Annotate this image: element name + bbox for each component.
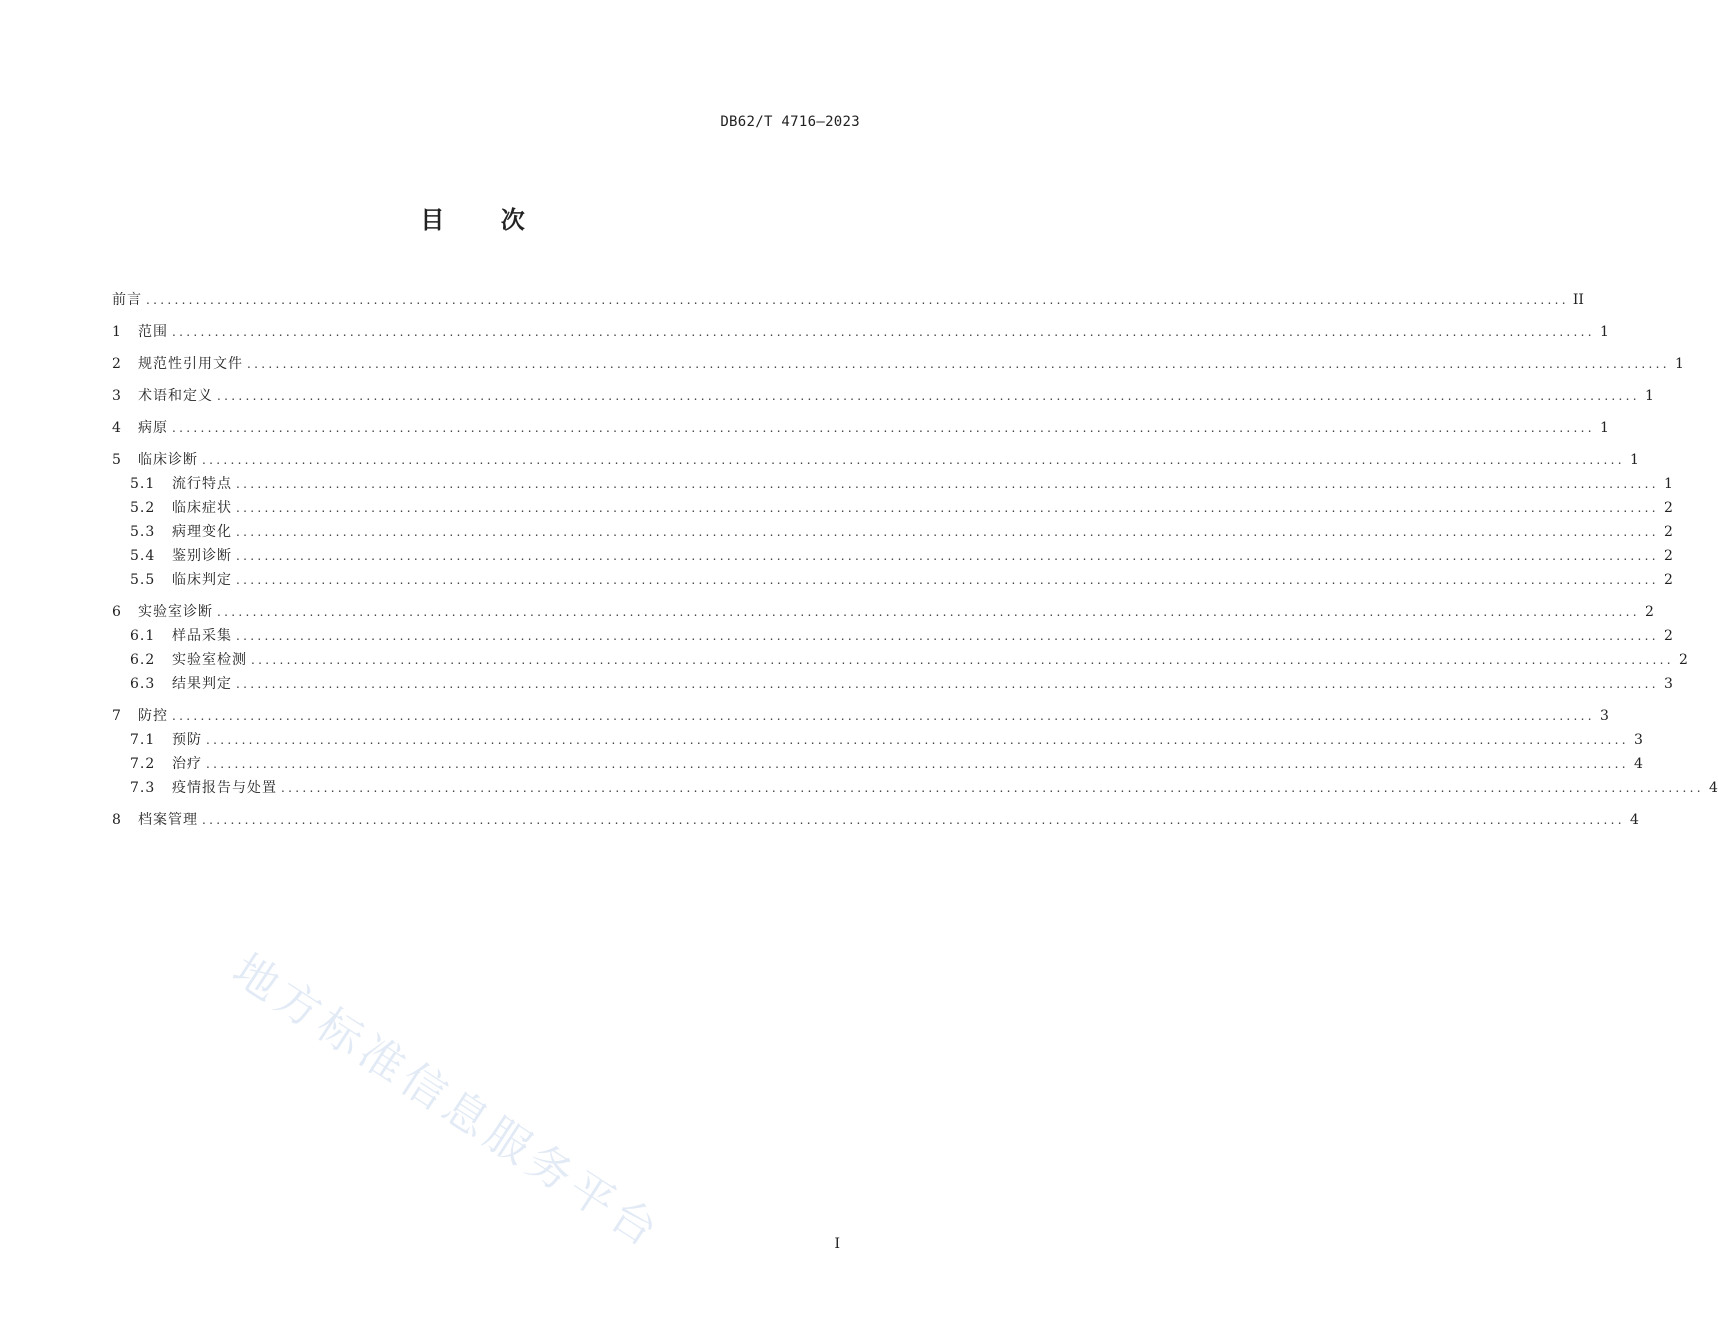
dot-leader: ........................................................................................................................................................................................................ bbox=[236, 629, 1659, 643]
standard-number: DB62/T 4716—2023 bbox=[720, 114, 860, 130]
toc-entry-label: 防控 bbox=[138, 708, 168, 724]
toc-entry-page: 3 bbox=[1663, 676, 1673, 692]
dot-leader: ........................................................................................................................................................................................................ bbox=[236, 549, 1659, 563]
toc-entry-label: 临床症状 bbox=[172, 500, 232, 516]
toc-entry[interactable] bbox=[112, 704, 1609, 728]
dot-leader: ........................................................................................................................................................................................................ bbox=[202, 453, 1625, 467]
toc-entry-page: 2 bbox=[1663, 524, 1673, 540]
toc-entry-page: 4 bbox=[1629, 812, 1639, 828]
toc-entry-page: 1 bbox=[1599, 324, 1609, 340]
toc-entry[interactable] bbox=[112, 472, 1673, 496]
toc-entry-number: 6.2 bbox=[130, 652, 156, 668]
toc-entry-page: 2 bbox=[1663, 500, 1673, 516]
toc-entry-page: 2 bbox=[1663, 548, 1673, 564]
toc-entry[interactable] bbox=[112, 600, 1654, 624]
toc-entry-label: 规范性引用文件 bbox=[138, 356, 243, 372]
toc-entry-number: 1 bbox=[112, 324, 122, 340]
toc-entry-label: 范围 bbox=[138, 324, 168, 340]
toc-entry-label: 前言 bbox=[112, 292, 142, 308]
dot-leader: ........................................................................................................................................................................................................ bbox=[172, 709, 1595, 723]
toc-entry-number: 5.2 bbox=[130, 500, 156, 516]
toc-entry-label: 预防 bbox=[172, 732, 202, 748]
toc-entry-page: 1 bbox=[1663, 476, 1673, 492]
toc-entry-label: 疫情报告与处置 bbox=[172, 780, 277, 796]
dot-leader: ........................................................................................................................................................................................................ bbox=[206, 733, 1629, 747]
toc-entry-number: 6.3 bbox=[130, 676, 156, 692]
watermark: 地方标准信息服务平台 bbox=[223, 944, 671, 1260]
toc-entry[interactable] bbox=[112, 416, 1609, 440]
page-number: I bbox=[834, 1236, 840, 1252]
dot-leader: ........................................................................................................................................................................................................ bbox=[217, 605, 1640, 619]
toc-entry[interactable] bbox=[112, 728, 1643, 752]
toc-entry-number: 3 bbox=[112, 388, 122, 404]
dot-leader: ........................................................................................................................................................................................................ bbox=[217, 389, 1640, 403]
toc-entry-label: 临床判定 bbox=[172, 572, 232, 588]
toc-entry[interactable] bbox=[112, 352, 1684, 376]
toc-entry-page: 2 bbox=[1663, 572, 1673, 588]
dot-leader: ........................................................................................................................................................................................................ bbox=[236, 573, 1659, 587]
toc-entry-label: 实验室检测 bbox=[172, 652, 247, 668]
dot-leader: ........................................................................................................................................................................................................ bbox=[281, 781, 1704, 795]
toc-entry[interactable] bbox=[112, 776, 1718, 800]
toc-entry-number: 5 bbox=[112, 452, 122, 468]
toc-entry-number: 4 bbox=[112, 420, 122, 436]
toc-entry-number: 5.1 bbox=[130, 476, 156, 492]
toc-entry-label: 样品采集 bbox=[172, 628, 232, 644]
toc-entry[interactable] bbox=[112, 288, 1584, 312]
dot-leader: ........................................................................................................................................................................................................ bbox=[202, 813, 1625, 827]
dot-leader: ........................................................................................................................................................................................................ bbox=[236, 525, 1659, 539]
toc-entry[interactable] bbox=[112, 448, 1639, 472]
toc-entry-page: 1 bbox=[1674, 356, 1684, 372]
toc-entry-page: 3 bbox=[1599, 708, 1609, 724]
toc-entry[interactable] bbox=[112, 520, 1673, 544]
toc-entry-number: 5.3 bbox=[130, 524, 156, 540]
toc-entry-page: 4 bbox=[1708, 780, 1718, 796]
dot-leader: ........................................................................................................................................................................................................ bbox=[206, 757, 1629, 771]
toc-entry-label: 病原 bbox=[138, 420, 168, 436]
toc-entry-label: 术语和定义 bbox=[138, 388, 213, 404]
table-of-contents bbox=[112, 288, 1718, 832]
toc-entry-number: 7.2 bbox=[130, 756, 156, 772]
toc-entry[interactable] bbox=[112, 384, 1654, 408]
dot-leader: ........................................................................................................................................................................................................ bbox=[251, 653, 1674, 667]
toc-entry-number: 7.1 bbox=[130, 732, 156, 748]
toc-entry[interactable] bbox=[112, 752, 1643, 776]
toc-entry-page: 2 bbox=[1678, 652, 1688, 668]
toc-entry-label: 临床诊断 bbox=[138, 452, 198, 468]
toc-entry[interactable] bbox=[112, 648, 1688, 672]
dot-leader: ........................................................................................................................................................................................................ bbox=[236, 477, 1659, 491]
toc-entry[interactable] bbox=[112, 320, 1609, 344]
toc-entry-number: 6 bbox=[112, 604, 122, 620]
toc-entry-page: 3 bbox=[1633, 732, 1643, 748]
toc-entry[interactable] bbox=[112, 496, 1673, 520]
toc-entry[interactable] bbox=[112, 544, 1673, 568]
toc-entry-number: 2 bbox=[112, 356, 122, 372]
toc-entry-number: 7 bbox=[112, 708, 122, 724]
toc-entry-page: 1 bbox=[1644, 388, 1654, 404]
dot-leader: ........................................................................................................................................................................................................ bbox=[236, 501, 1659, 515]
toc-entry-page: II bbox=[1572, 292, 1584, 308]
toc-entry[interactable] bbox=[112, 568, 1673, 592]
toc-entry-number: 6.1 bbox=[130, 628, 156, 644]
toc-entry-label: 治疗 bbox=[172, 756, 202, 772]
toc-entry-label: 档案管理 bbox=[138, 812, 198, 828]
toc-entry-page: 1 bbox=[1599, 420, 1609, 436]
toc-entry-page: 2 bbox=[1663, 628, 1673, 644]
toc-entry-number: 5.4 bbox=[130, 548, 156, 564]
toc-entry-number: 8 bbox=[112, 812, 122, 828]
toc-entry-label: 病理变化 bbox=[172, 524, 232, 540]
toc-entry-number: 7.3 bbox=[130, 780, 156, 796]
dot-leader: ........................................................................................................................................................................................................ bbox=[247, 357, 1670, 371]
toc-entry-page: 2 bbox=[1644, 604, 1654, 620]
dot-leader: ........................................................................................................................................................................................................ bbox=[172, 325, 1595, 339]
toc-entry[interactable] bbox=[112, 624, 1673, 648]
toc-entry-number: 5.5 bbox=[130, 572, 156, 588]
toc-entry-label: 鉴别诊断 bbox=[172, 548, 232, 564]
toc-entry[interactable] bbox=[112, 808, 1639, 832]
toc-entry-label: 结果判定 bbox=[172, 676, 232, 692]
toc-entry-page: 4 bbox=[1633, 756, 1643, 772]
toc-entry-label: 实验室诊断 bbox=[138, 604, 213, 620]
page-title: 目 次 bbox=[420, 206, 530, 234]
dot-leader: ........................................................................................................................................................................................................ bbox=[236, 677, 1659, 691]
toc-entry-page: 1 bbox=[1629, 452, 1639, 468]
dot-leader: ........................................................................................................................................................................................................ bbox=[172, 421, 1595, 435]
toc-entry[interactable] bbox=[112, 672, 1673, 696]
toc-entry-label: 流行特点 bbox=[172, 476, 232, 492]
dot-leader: ........................................................................................................................................................................................................ bbox=[146, 293, 1569, 307]
